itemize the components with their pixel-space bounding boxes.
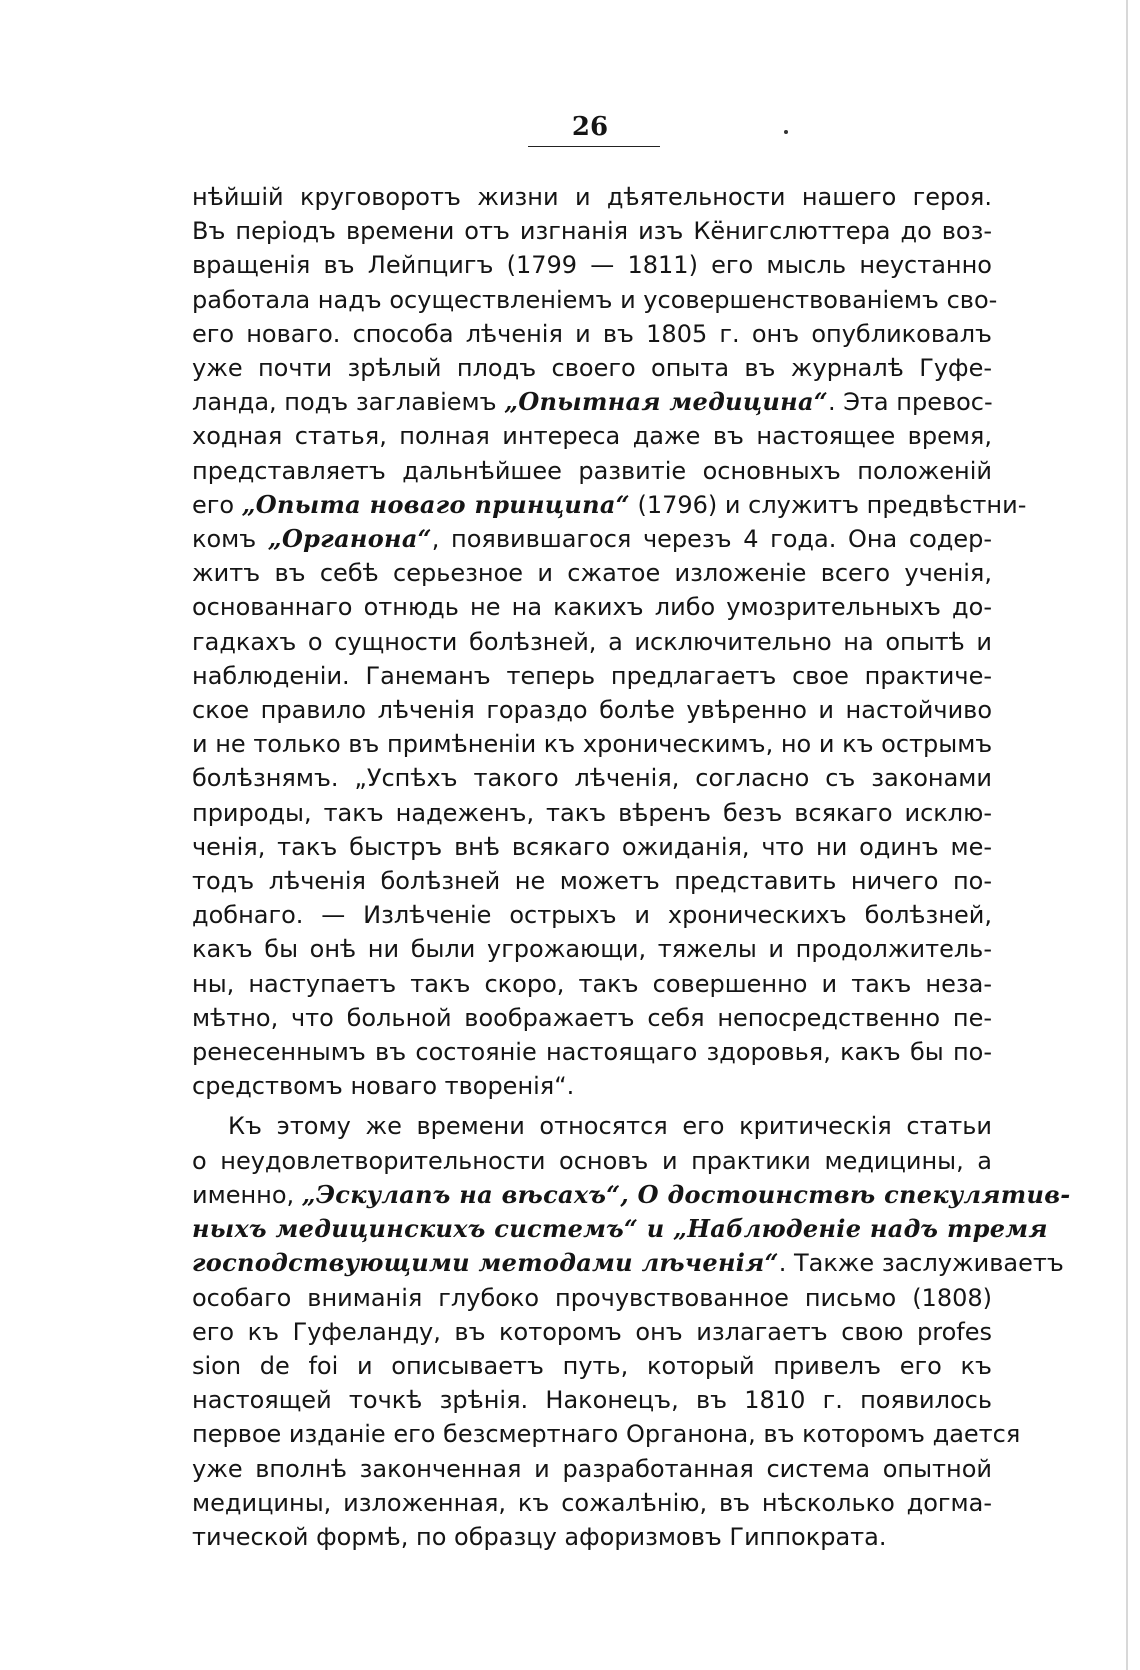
- text-line: [192, 248, 992, 282]
- text-line: [192, 796, 992, 830]
- text-segment: представляетъ дальнѣйшее развитіе основныхъ положеній: [192, 456, 992, 485]
- text-segment: ренесеннымъ въ состояніе настоящаго здоровья, какъ бы по-: [192, 1038, 992, 1067]
- text-line: [192, 898, 992, 932]
- text-line: [192, 1520, 992, 1554]
- text-line: [192, 830, 992, 864]
- text-segment: ходная статья, полная интереса даже въ настоящее время,: [192, 422, 992, 451]
- italic-title: „Опыта новаго принципа“: [241, 489, 630, 519]
- text-line: [192, 1109, 992, 1143]
- text-segment: вращенія въ Лейпцигъ (1799 — 1811) его мысль неустанно: [192, 251, 992, 280]
- scan-edge-line: [1126, 0, 1128, 1670]
- page-number: 26: [571, 112, 609, 142]
- text-segment: медицины, изложенная, къ сожалѣнію, въ нѣсколько догма-: [192, 1488, 992, 1517]
- text-segment: нѣйшій круговоротъ жизни и дѣятельности нашего героя.: [192, 183, 992, 211]
- text-line: [192, 693, 992, 727]
- text-segment: особаго вниманія глубоко прочувствованное письмо (1808): [192, 1283, 992, 1312]
- text-line: [192, 727, 992, 761]
- text-line: [192, 522, 992, 556]
- italic-title: „Эскулапъ на вѣсахъ“, О достоинствѣ спекулятив-: [301, 1179, 1071, 1209]
- text-segment: работала надъ осуществленіемъ и усовершенствованіемъ сво-: [192, 285, 998, 314]
- text-segment: первое изданіе его безсмертнаго Органона, въ которомъ дается: [192, 1420, 1021, 1449]
- text-line: [192, 1315, 992, 1349]
- text-line: [192, 967, 992, 1001]
- text-segment: , появившагося черезъ 4 года. Она содер-: [431, 525, 993, 554]
- text-segment: ченія, такъ быстръ внѣ всякаго ожиданія, что ни одинъ ме-: [192, 832, 992, 861]
- text-line: [192, 1452, 992, 1486]
- text-segment: о неудовлетворительности основъ и практики медицины, а: [192, 1146, 992, 1175]
- text-segment: Въ періодъ времени отъ изгнанія изъ Кёнигслюттера до воз-: [192, 217, 992, 246]
- text-segment: тодъ лѣченія болѣзней не можетъ представить ничего по-: [192, 867, 992, 896]
- text-line: [192, 1246, 1064, 1280]
- text-segment: добнаго. — Излѣченіе острыхъ и хроническихъ болѣзней,: [192, 901, 992, 930]
- text-line: [192, 419, 992, 453]
- print-speck: [784, 130, 788, 134]
- text-segment: уже почти зрѣлый плодъ своего опыта въ журналѣ Гуфе-: [192, 354, 992, 383]
- text-line: [192, 556, 992, 590]
- text-segment: мѣтно, что больной воображаетъ себя непосредственно пе-: [192, 1003, 992, 1032]
- text-line: [192, 1212, 1048, 1246]
- text-line: [192, 1069, 992, 1103]
- text-line: [192, 180, 992, 214]
- text-segment: . Также заслуживаетъ: [778, 1249, 1064, 1278]
- text-line: [192, 1001, 992, 1035]
- text-segment: именно,: [192, 1180, 302, 1209]
- text-line: [192, 1417, 1021, 1451]
- text-segment: его новаго. способа лѣченія и въ 1805 г. онъ опубликовалъ: [192, 319, 992, 348]
- text-segment: какъ бы онѣ ни были угрожающи, тяжелы и продолжитель-: [192, 935, 992, 964]
- text-line: [192, 317, 992, 351]
- text-line: [192, 1035, 992, 1069]
- text-segment: и не только въ примѣненіи къ хроническимъ, но и къ острымъ: [192, 730, 993, 759]
- text-segment: настоящей точкѣ зрѣнія. Наконецъ, въ 1810 г. появилось: [192, 1386, 992, 1415]
- text-segment: sion de foi и описываетъ путь, который привелъ его къ: [192, 1351, 992, 1380]
- text-segment: житъ въ себѣ серьезное и сжатое изложеніе всего ученія,: [192, 559, 992, 588]
- text-segment: тической формѣ, по образцу афоризмовъ Гиппократа.: [192, 1522, 887, 1551]
- text-segment: ское правило лѣченія гораздо болѣе увѣренно и настойчиво: [192, 696, 992, 725]
- text-line: [192, 1383, 992, 1417]
- text-segment: гадкахъ о сущности болѣзней, а исключительно на опытѣ и: [192, 627, 992, 656]
- text-line: [192, 283, 998, 317]
- text-segment: его къ Гуфеланду, въ которомъ онъ излагаетъ свою profes: [192, 1317, 992, 1346]
- text-line: [192, 454, 992, 488]
- italic-title: „Органона“: [267, 524, 432, 554]
- text-segment: ланда, подъ заглавіемъ: [192, 388, 505, 417]
- text-line: [192, 1144, 992, 1178]
- text-segment: комъ: [192, 525, 268, 554]
- text-line: [192, 351, 992, 385]
- text-line: [192, 761, 992, 795]
- text-line: [192, 625, 992, 659]
- text-segment: средствомъ новаго творенія“.: [192, 1072, 575, 1101]
- text-line: [192, 214, 992, 248]
- text-line: [192, 932, 992, 966]
- text-segment: (1796) и служитъ предвѣстни-: [629, 490, 1027, 519]
- text-segment: уже вполнѣ законченная и разработанная система опытной: [192, 1454, 992, 1483]
- italic-title: ныхъ медицинскихъ системъ“ и „Наблюденіе надъ тремя: [192, 1214, 1048, 1244]
- text-line: [192, 864, 992, 898]
- text-segment: . Эта превос-: [827, 388, 993, 417]
- text-line: [192, 488, 1027, 522]
- page-number-rule: [528, 146, 660, 147]
- text-segment: его: [192, 490, 242, 519]
- text-segment: болѣзнямъ. „Успѣхъ такого лѣченія, согласно съ законами: [192, 764, 992, 793]
- text-line: [192, 590, 992, 624]
- text-line: [192, 1349, 992, 1383]
- text-segment: Къ этому же времени относятся его критическія статьи: [228, 1112, 992, 1141]
- text-line: [192, 1178, 1071, 1212]
- text-segment: основаннаго отнюдь не на какихъ либо умозрительныхъ до-: [192, 593, 992, 622]
- italic-title: господствующими методами лѣченія“: [192, 1248, 779, 1278]
- italic-title: „Опытная медицина“: [504, 387, 828, 417]
- text-line: [192, 1281, 992, 1315]
- text-segment: наблюденіи. Ганеманъ теперь предлагаетъ свое практиче-: [192, 661, 992, 690]
- text-segment: ны, наступаетъ такъ скоро, такъ совершенно и такъ неза-: [192, 969, 992, 998]
- body-text: [192, 180, 1071, 1554]
- text-segment: природы, такъ надеженъ, такъ вѣренъ безъ всякаго исклю-: [192, 798, 992, 827]
- text-line: [192, 385, 992, 419]
- text-line: [192, 659, 992, 693]
- text-line: [192, 1486, 992, 1520]
